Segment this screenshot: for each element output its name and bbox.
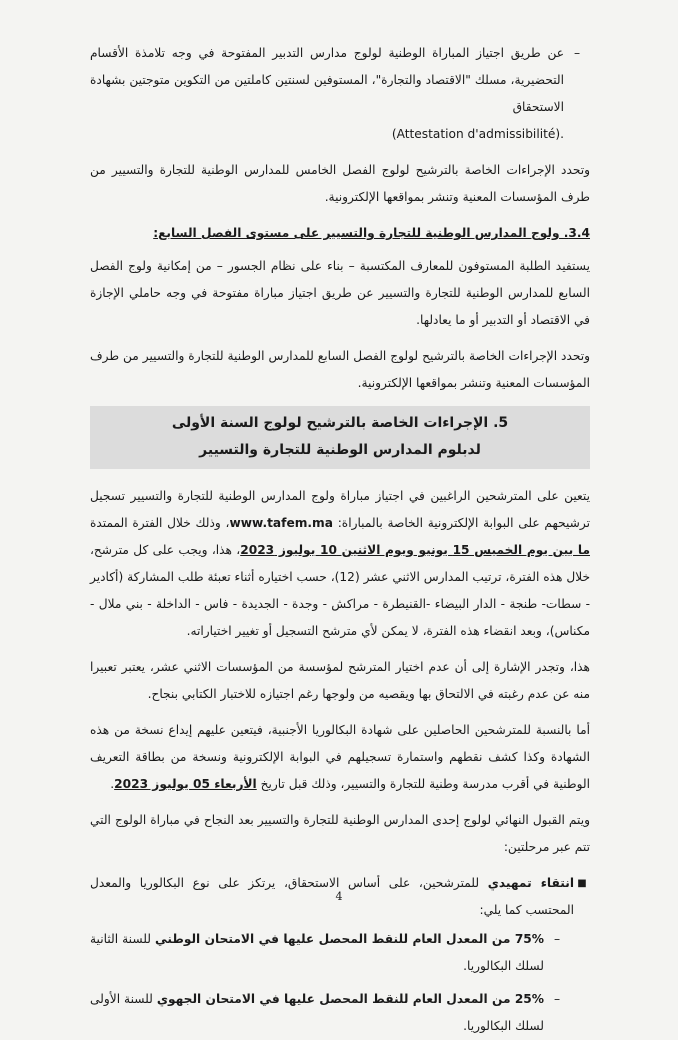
dash-bullet: – — [553, 932, 561, 946]
intro-text-main: عن طريق اجتياز المباراة الوطنية لولوج مدارس التدبير المفتوحة في وجه تلامذة الأقسام التحضيرية، مسلك "الاقتصاد والتجارة"، المستوفين لسنتين كاملتين من التكوين متوجتين بشهادة الاستحقاق — [90, 46, 564, 114]
paragraph-final-admission: ويتم القبول النهائي لولوج إحدى المدارس الوطنية للتجارة والتسيير بعد النجاح في مباراة الولوج التي تتم عبر مرحلتين: — [90, 813, 590, 854]
dash-bullet: – — [573, 46, 581, 60]
registration-text-1: يتعين على المترشحين الراغبين في اجتياز مباراة ولوج المدارس الوطنية للتجارة والتسيير تسجيل ترشيحهم على البوابة الإلكترونية الخاصة بالمباراة: — [90, 489, 591, 530]
paragraph-school-choice-note: هذا، وتجدر الإشارة إلى أن عدم اختيار المترشح لمؤسسة من المؤسسات الاثني عشر، يعتبر تعبيرا منه عن عدم رغبته في الالتحاق بها ويقصيه من ولوجها رغم اجتيازه للاختبار الكتابي بنجاح. — [90, 660, 590, 701]
weight-item-bold: 75% من المعدل العام للنقط المحصل عليها في الامتحان الوطني — [155, 932, 544, 946]
website-link[interactable]: www.tafem.ma — [229, 516, 333, 530]
square-bullet-icon: ■ — [577, 878, 587, 889]
weight-item-bold: 25% من المعدل العام للنقط المحصل عليها في الامتحان الجهوي — [156, 992, 544, 1006]
weight-item-regional — [90, 986, 570, 1040]
weight-item-rest: للسنة الأولى لسلك البكالوريا. — [90, 992, 544, 1033]
weight-item-text — [90, 986, 544, 1040]
section-5-title-line1: 5. الإجراءات الخاصة بالترشيح لولوج السنة الأولى — [171, 415, 509, 431]
weight-item-text — [90, 926, 544, 980]
section-5-title-box — [90, 406, 590, 469]
registration-period: ما بين يوم الخميس 15 يونيو ويوم الاثنين 10 يوليوز 2023 — [240, 543, 590, 557]
paragraph-bridges: يستفيد الطلبة المستوفون للمعارف المكتسبة – بناء على نظام الجسور – من إمكانية ولوج الفصل السابع للمدارس الوطنية للتجارة والتسيير عن طريق اجتياز مباراة مفتوحة في وجه حاملي الإجازة في الاقتصاد أو التدبير أو ما يعادلها. — [90, 259, 590, 327]
preselection-bold: انتقاء تمهيدي — [487, 876, 574, 890]
paragraph-registration — [90, 483, 590, 645]
paragraph-fifth-semester: وتحدد الإجراءات الخاصة بالترشيح لولوج الفصل الخامس للمدارس الوطنية للتجارة والتسيير من طرف المؤسسات المعنية وتنشر بمواقعها الإلكترونية. — [90, 163, 590, 204]
preselection-rest: للمترشحين، على أساس الاستحقاق، يرتكز على نوع البكالوريا والمعدل المحتسب كما يلي: — [90, 876, 574, 917]
registration-text-2: ، وذلك خلال الفترة الممتدة — [90, 516, 230, 530]
foreign-bac-text-2: . — [110, 777, 115, 791]
page-number: 4 — [335, 890, 343, 903]
section-5-title-line2: لدبلوم المدارس الوطنية للتجارة والتسيير — [199, 442, 481, 458]
intro-text-french: (Attestation d'admissibilité). — [391, 127, 564, 141]
foreign-bac-text-1: أما بالنسبة للمترشحين الحاصلين على شهادة البكالوريا الأجنبية، فيتعين عليهم إيداع نسخة من هذه الشهادة وكذا كشف نقطهم واستمارة تسجيلهم في البوابة الإلكترونية ونسخة من بطاقة التعريف الوطنية في أقرب مدرسة وطنية للتجارة والتسيير، وذلك قبل تاريخ — [90, 723, 590, 791]
foreign-bac-deadline: الأربعاء 05 يوليوز 2023 — [114, 777, 257, 791]
paragraph-foreign-bac — [90, 717, 590, 798]
weight-item-national — [90, 926, 570, 980]
intro-list-item — [90, 40, 590, 148]
intro-text — [90, 40, 564, 148]
section-heading-3-4: 3.4. ولوج المدارس الوطنية للتجارة والتسيير على مستوى الفصل السابع: — [153, 226, 590, 240]
paragraph-seventh-semester: وتحدد الإجراءات الخاصة بالترشيح لولوج الفصل السابع للمدارس الوطنية للتجارة والتسيير من طرف المؤسسات المعنية وتنشر بمواقعها الإلكترونية. — [90, 349, 590, 390]
dash-bullet: – — [553, 992, 561, 1006]
weight-item-rest: للسنة الثانية لسلك البكالوريا. — [90, 932, 544, 973]
registration-text-3: ، هذا، ويجب على كل مترشح، خلال هذه الفترة، ترتيب المدارس الاثني عشر (12)، حسب اختياره أثناء تعبئة طلب المشاركة (أكادير - سطات- طنجة - الدار البيضاء -القنيطرة - مراكش - وجدة - الجديدة - فاس - الداخلة - بني ملال - مكناس)، وبعد انقضاء هذه الفترة، لا يمكن لأي مترشح التسجيل أو تغيير اختياراته. — [90, 543, 591, 638]
